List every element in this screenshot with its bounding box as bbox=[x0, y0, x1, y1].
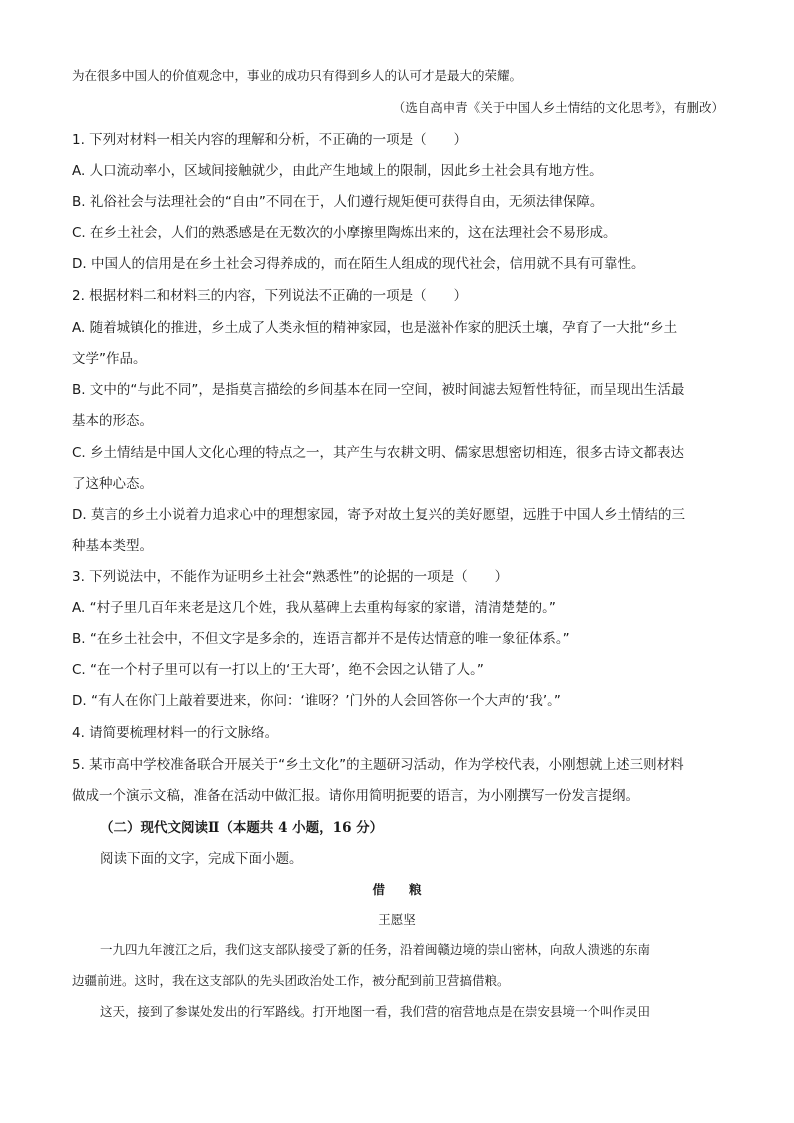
question-2-option-c-line2: 了这种心态。 bbox=[72, 476, 153, 492]
question-3-option-b: B. “在乡土社会中，不但文字是多余的，连语言都并不是传达情意的唯一象征体系。” bbox=[72, 631, 570, 647]
question-2-option-a-line1: A. 随着城镇化的推进，乡土成了人类永恒的精神家园，也是滋补作家的肥沃土壤，孕育了一大批“乡土 bbox=[72, 320, 678, 336]
story-paragraph-1-line2: 边疆前进。这时，我在这支部队的先头团政治处工作，被分配到前卫营搞借粮。 bbox=[72, 973, 510, 988]
section-heading: （二）现代文阅读Ⅱ（本题共 4 小题，16 分） bbox=[100, 820, 384, 836]
question-1-stem: 1. 下列对材料一相关内容的理解和分析，不正确的一项是（ ） bbox=[72, 132, 468, 148]
question-1-option-c: C. 在乡土社会，人们的熟悉感是在无数次的小摩擦里陶炼出来的，这在法理社会不易形成。 bbox=[72, 225, 617, 241]
story-paragraph-1-line1: 一九四九年渡江之后，我们这支部队接受了新的任务，沿着闽赣边境的崇山密林，向敌人溃逃的东南 bbox=[100, 942, 651, 957]
story-author: 王愿坚 bbox=[378, 912, 416, 927]
question-1-option-b: B. 礼俗社会与法理社会的“自由”不同在于，人们遵行规矩便可获得自由，无须法律保障。 bbox=[72, 194, 604, 210]
passage-closing-line: 为在很多中国人的价值观念中，事业的成功只有得到乡人的认可才是最大的荣耀。 bbox=[72, 68, 523, 83]
question-4-stem: 4. 请简要梳理材料一的行文脉络。 bbox=[72, 725, 279, 741]
question-3-option-a: A. “村子里几百年来老是这几个姓，我从墓碑上去重构每家的家谱，清清楚楚的。” bbox=[72, 600, 556, 616]
passage-source: （选自高申青《关于中国人乡土情结的文化思考》，有删改） bbox=[392, 100, 724, 115]
question-2-stem: 2. 根据材料二和材料三的内容，下列说法不正确的一项是（ ） bbox=[72, 288, 468, 304]
question-3-option-c: C. “在一个村子里可以有一打以上的‘王大哥’，绝不会因之认错了人。” bbox=[72, 662, 484, 678]
question-5-line1: 5. 某市高中学校准备联合开展关于“乡土文化”的主题研习活动，作为学校代表，小刚想就上述三则材料 bbox=[72, 757, 684, 773]
question-3-option-d: D. “有人在你门上敲着要进来，你问：‘谁呀？’门外的人会回答你一个大声的‘我’。” bbox=[72, 693, 561, 709]
question-1-option-a: A. 人口流动率小，区域间接触就少，由此产生地域上的限制，因此乡土社会具有地方性。 bbox=[72, 163, 603, 179]
question-2-option-d-line1: D. 莫言的乡土小说着力追求心中的理想家园，寄予对故土复兴的美好愿望，远胜于中国人乡土情结的三 bbox=[72, 507, 685, 523]
story-paragraph-2-line1: 这天，接到了参谋处发出的行军路线。打开地图一看，我们营的宿营地点是在崇安县境一个叫作灵田 bbox=[100, 1004, 651, 1019]
question-2-option-b-line1: B. 文中的“与此不同”，是指莫言描绘的乡间基本在同一空间，被时间滤去短暂性特征，而呈现出生活最 bbox=[72, 382, 685, 398]
question-3-stem: 3. 下列说法中，不能作为证明乡土社会“熟悉性”的论据的一项是（ ） bbox=[72, 569, 509, 585]
question-2-option-d-line2: 种基本类型。 bbox=[72, 538, 153, 554]
question-2-option-a-line2: 文学”作品。 bbox=[72, 351, 147, 367]
question-2-option-b-line2: 基本的形态。 bbox=[72, 413, 153, 429]
question-1-option-d: D. 中国人的信用是在乡土社会习得养成的，而在陌生人组成的现代社会，信用就不具有可靠性。 bbox=[72, 256, 645, 272]
section-instruction: 阅读下面的文字，完成下面小题。 bbox=[100, 851, 303, 867]
question-2-option-c-line1: C. 乡土情结是中国人文化心理的特点之一，其产生与农耕文明、儒家思想密切相连，很多古诗文都表达 bbox=[72, 445, 685, 461]
story-title: 借粮 bbox=[372, 882, 446, 897]
question-5-line2: 做成一个演示文稿，准备在活动中做汇报。请你用简明扼要的语言，为小刚撰写一份发言提纲。 bbox=[72, 788, 639, 804]
